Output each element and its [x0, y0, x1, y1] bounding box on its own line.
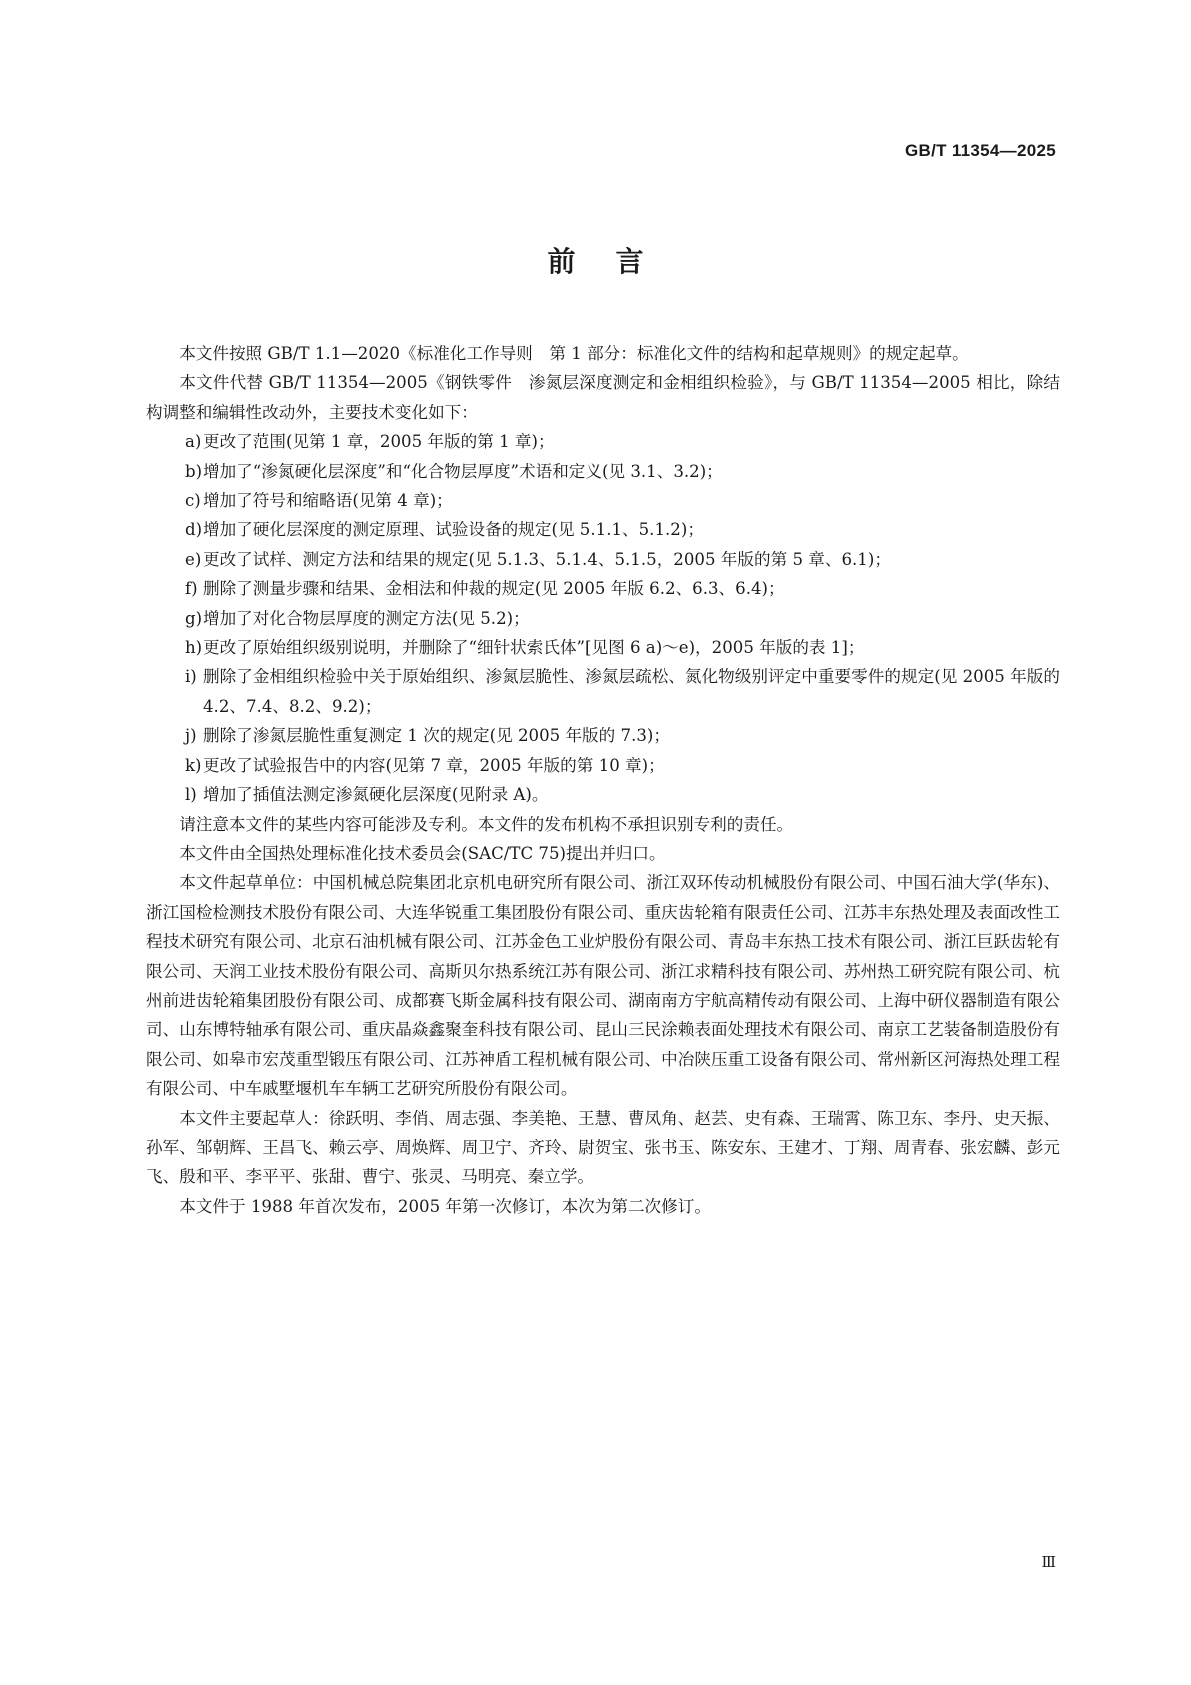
list-item-text: 更改了原始组织级别说明，并删除了“细针状索氏体”[见图 6 a)～e)，2005 年版的表 1]；	[203, 638, 865, 658]
foreword-body	[146, 339, 1060, 1221]
page-number: Ⅲ	[1041, 1555, 1056, 1571]
list-item-text: 更改了试验报告中的内容(见第 7 章，2005 年版的第 10 章)；	[203, 755, 665, 775]
changes-list	[146, 427, 1060, 809]
paragraph-history: 本文件于 1988 年首次发布，2005 年第一次修订，本次为第二次修订。	[179, 1196, 711, 1216]
paragraph-patent-notice: 请注意本文件的某些内容可能涉及专利。本文件的发布机构不承担识别专利的责任。	[179, 814, 794, 834]
page-title: 前言	[547, 245, 684, 278]
list-marker: l)	[185, 785, 197, 805]
paragraph-replacement: 本文件代替 GB/T 11354—2005《钢铁零件 渗氮层深度测定和金相组织检验》，与 GB/T 11354—2005 相比，除结构调整和编辑性改动外，主要技术变化如下：	[146, 373, 1060, 422]
list-item-text: 增加了符号和缩略语(见第 4 章)；	[203, 491, 453, 511]
list-item-text: 删除了金相组织检验中关于原始组织、渗氮层脆性、渗氮层疏松、氮化物级别评定中重要零件的规定(见 2005 年版的 4.2、7.4、8.2、9.2)；	[203, 667, 1060, 716]
list-item-text: 删除了测量步骤和结果、金相法和仲裁的规定(见 2005 年版 6.2、6.3、6.4)；	[203, 579, 785, 599]
list-item	[146, 662, 1060, 721]
list-marker: b)	[185, 461, 203, 481]
list-item-text: 更改了范围(见第 1 章，2005 年版的第 1 章)；	[203, 432, 555, 452]
list-item-text: 增加了硬化层深度的测定原理、试验设备的规定(见 5.1.1、5.1.2)；	[203, 520, 704, 540]
list-item	[146, 604, 1060, 633]
list-item-text: 增加了插值法测定渗氮硬化层深度(见附录 A)。	[203, 785, 549, 805]
list-marker: e)	[185, 549, 202, 569]
list-item	[146, 427, 1060, 456]
list-item	[146, 721, 1060, 750]
list-marker: k)	[185, 755, 202, 775]
list-item	[146, 515, 1060, 544]
list-marker: g)	[185, 608, 203, 628]
list-item	[146, 751, 1060, 780]
list-marker: h)	[185, 638, 203, 658]
standard-number: GB/T 11354—2025	[905, 141, 1056, 160]
list-marker: i)	[185, 667, 197, 687]
list-item	[146, 633, 1060, 662]
list-marker: f)	[185, 579, 198, 599]
list-item-text: 更改了试样、测定方法和结果的规定(见 5.1.3、5.1.4、5.1.5，2005 年版的第 5 章、6.1)；	[203, 549, 891, 569]
paragraph-drafters: 本文件主要起草人：徐跃明、李俏、周志强、李美艳、王慧、曹凤角、赵芸、史有森、王瑞霄、陈卫东、李丹、史天振、孙军、邹朝辉、王昌飞、赖云亭、周焕辉、周卫宁、齐玲、尉贺宝、张书玉、陈安东、王建才、丁翔、周青春、张宏麟、彭元飞、殷和平、李平平、张甜、曹宁、张灵、马明亮、秦立学。	[146, 1108, 1060, 1187]
list-item-text: 增加了对化合物层厚度的测定方法(见 5.2)；	[203, 608, 530, 628]
list-item	[146, 545, 1060, 574]
list-marker: c)	[185, 491, 201, 511]
paragraph-proposer: 本文件由全国热处理标准化技术委员会(SAC/TC 75)提出并归口。	[179, 843, 666, 863]
list-item	[146, 457, 1060, 486]
list-marker: d)	[185, 520, 203, 540]
list-item-text: 删除了渗氮层脆性重复测定 1 次的规定(见 2005 年版的 7.3)；	[203, 726, 670, 746]
list-item	[146, 486, 1060, 515]
list-item	[146, 780, 1060, 809]
paragraph-drafting-rules: 本文件按照 GB/T 1.1—2020《标准化工作导则 第 1 部分：标准化文件的结构和起草规则》的规定起草。	[179, 344, 969, 363]
paragraph-drafting-units: 本文件起草单位：中国机械总院集团北京机电研究所有限公司、浙江双环传动机械股份有限公司、中国石油大学(华东)、浙江国检检测技术股份有限公司、大连华锐重工集团股份有限公司、重庆齿轮箱有限责任公司、江苏丰东热处理及表面改性工程技术研究有限公司、北京石油机械有限公司、江苏金色工业炉股份有限公司、青岛丰东热工技术有限公司、浙江巨跃齿轮有限公司、天润工业技术股份有限公司、高斯贝尔热系统江苏有限公司、浙江求精科技有限公司、苏州热工研究院有限公司、杭州前进齿轮箱集团股份有限公司、成都赛飞斯金属科技有限公司、湖南南方宇航高精传动有限公司、上海中研仪器制造有限公司、山东博特轴承有限公司、重庆晶焱鑫聚奎科技有限公司、昆山三民涂赖表面处理技术有限公司、南京工艺装备制造股份有限公司、如皋市宏茂重型锻压有限公司、江苏神盾工程机械有限公司、中冶陕压重工设备有限公司、常州新区河海热处理工程有限公司、中车戚墅堰机车车辆工艺研究所股份有限公司。	[146, 873, 1060, 1099]
list-item-text: 增加了“渗氮硬化层深度”和“化合物层厚度”术语和定义(见 3.1、3.2)；	[203, 461, 723, 481]
list-item	[146, 574, 1060, 603]
list-marker: a)	[185, 432, 202, 452]
list-marker: j)	[185, 726, 197, 746]
